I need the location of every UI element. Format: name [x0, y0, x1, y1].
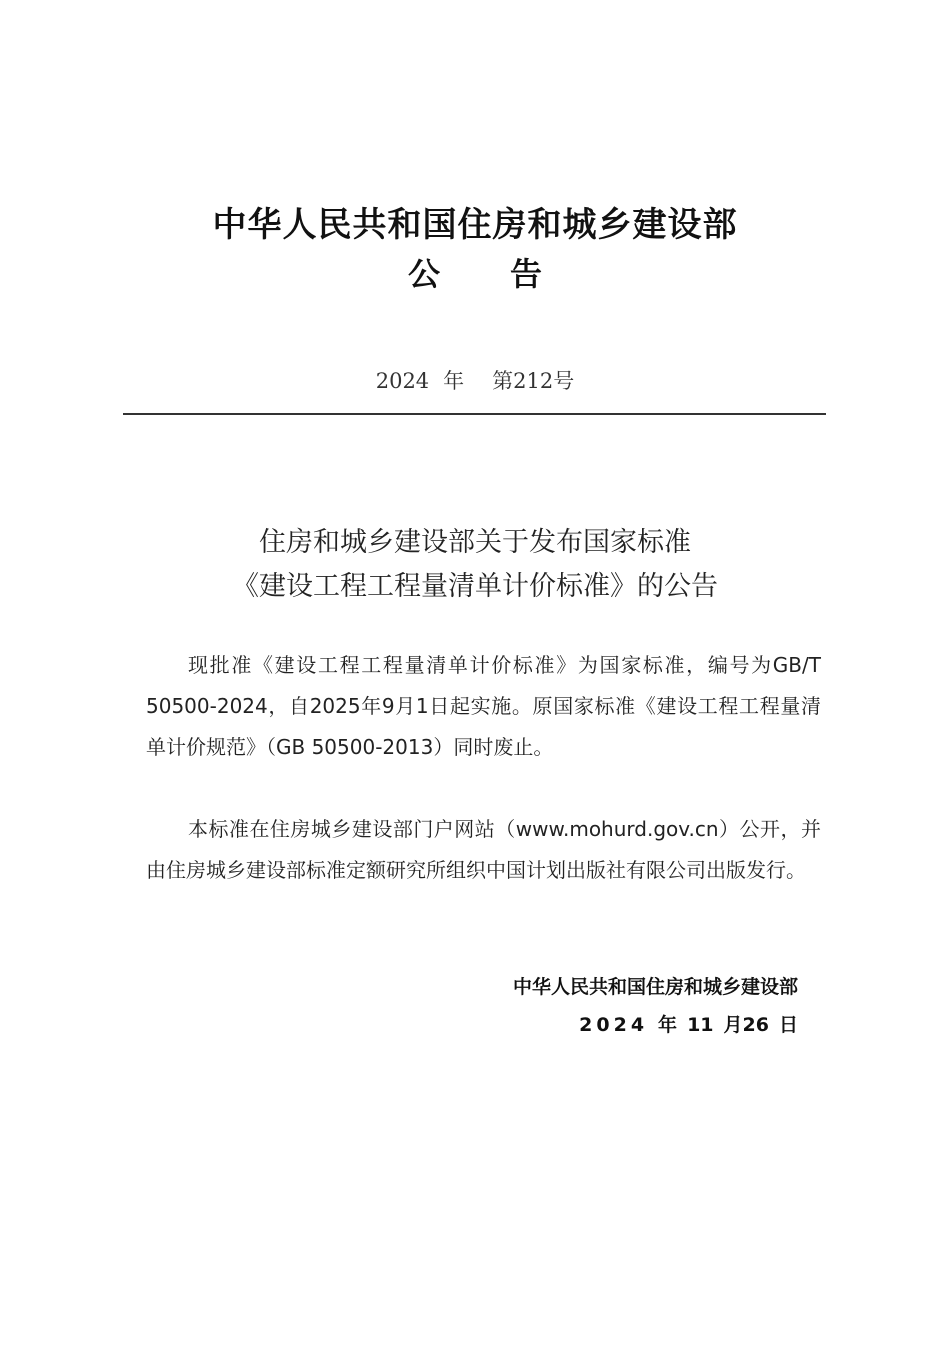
document-title-line1: 住房和城乡建设部关于发布国家标准 [259, 527, 691, 558]
date-day-unit: 日 [778, 1014, 798, 1036]
body-paragraph-2 [146, 809, 821, 891]
issuing-organization-title: 中华人民共和国住房和城乡建设部 [212, 205, 738, 245]
signature-block [446, 968, 798, 1044]
date-year-unit: 年 [658, 1014, 678, 1036]
date-month-unit: 月 [723, 1014, 743, 1036]
paragraph-2-text: 本标准在住房城乡建设部门户网站（www.mohurd.gov.cn）公开，并由住房城乡建设部标准定额研究所组织中国计划出版社有限公司出版发行。 [146, 817, 821, 882]
date-year: 2024 [579, 1014, 649, 1036]
issue-year-unit: 年 [443, 369, 465, 393]
date-day: 26 [742, 1014, 769, 1036]
notice-label-left: 公 [407, 255, 440, 293]
issue-number [0, 366, 950, 396]
date-month: 11 [687, 1014, 714, 1036]
issue-serial: 第212号 [492, 369, 575, 393]
notice-label [0, 252, 950, 296]
header-divider [123, 413, 826, 415]
signature-date [446, 1006, 798, 1044]
signature-organization: 中华人民共和国住房和城乡建设部 [512, 976, 798, 998]
issue-year: 2024 [375, 369, 430, 393]
paragraph-1-text: 现批准《建设工程工程量清单计价标准》为国家标准，编号为GB/T 50500-2024，自2025年9月1日起实施。原国家标准《建设工程工程量清单计价规范》（GB 50500-2013）同时废止。 [146, 653, 821, 759]
document-title [0, 521, 950, 609]
body-paragraph-1 [146, 645, 821, 768]
notice-label-right: 告 [510, 255, 543, 293]
document-title-line2: 《建设工程工程量清单计价标准》的公告 [232, 571, 718, 602]
